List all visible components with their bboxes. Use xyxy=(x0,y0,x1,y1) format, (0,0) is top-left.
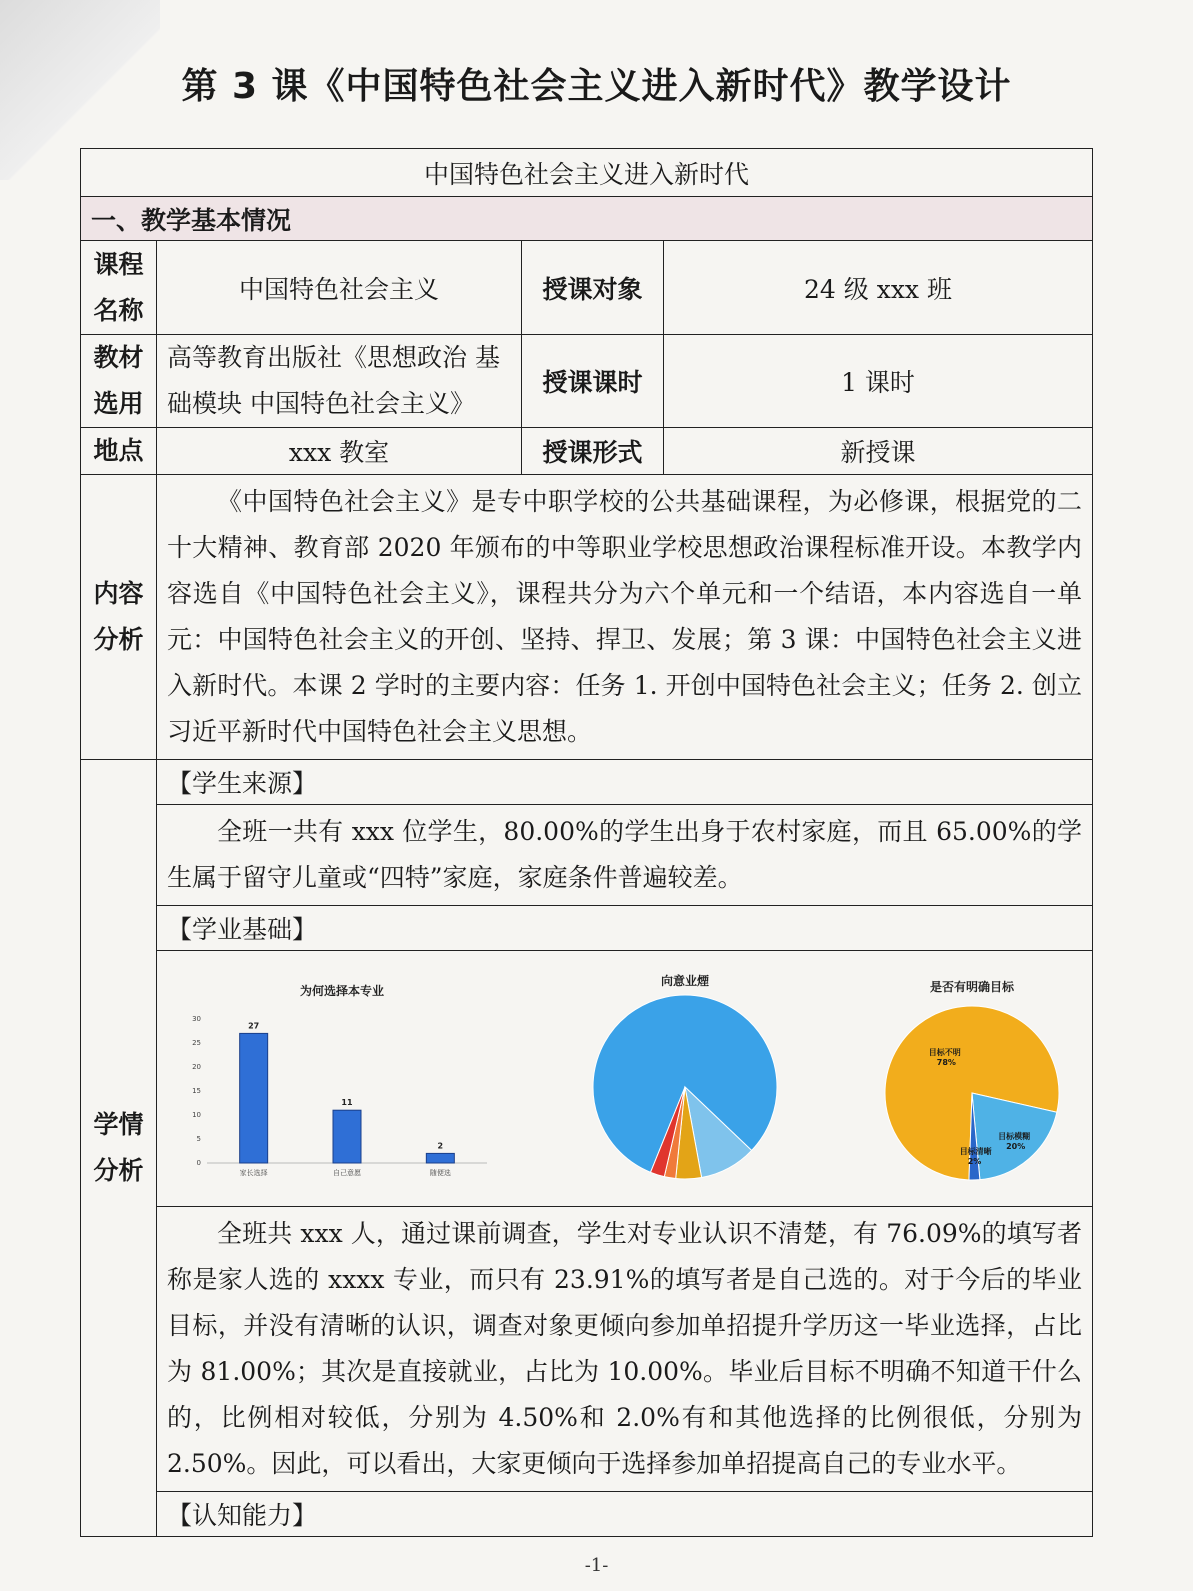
x-tick-label: 随便选 xyxy=(429,1169,451,1177)
y-tick-label: 5 xyxy=(196,1135,201,1143)
slice-label: 目标清晰 xyxy=(959,1146,992,1156)
content-analysis-text: 《中国特色社会主义》是专中职学校的公共基础课程，为必修课，根据党的二十大精神、教育部 2020 年颁布的中等职业学校思想政治课程标准开设。本教学内容选自《中国特色社会主义》，课程共分为六个单元和一个结语，本内容选自一单元：中国特色社会主义的开创、坚持、捍卫、发展；第 3 课：中国特色社会主义进入新时代。本课 2 学时的主要内容：任务 1. 开创中国特色社会主义；任务 2. 创立习近平新时代中国特色社会主义思想。 xyxy=(157,475,1093,760)
bar xyxy=(240,1033,268,1163)
lesson-plan-table xyxy=(80,148,1093,1537)
slice-pct-label: 2% xyxy=(967,1156,982,1166)
y-tick-label: 0 xyxy=(196,1159,201,1167)
hours-label: 授课课时 xyxy=(522,335,664,428)
target-label: 授课对象 xyxy=(522,241,664,335)
student-source-heading: 【学生来源】 xyxy=(157,760,1093,805)
slice-pct-label: 20% xyxy=(1006,1141,1026,1151)
pie-chart-goal xyxy=(872,971,1072,1186)
hours-value: 1 课时 xyxy=(664,335,1093,428)
x-tick-label: 自己意愿 xyxy=(333,1169,361,1177)
bar-value-label: 2 xyxy=(437,1141,444,1151)
place-value: xxx 教室 xyxy=(157,428,522,475)
y-tick-label: 30 xyxy=(192,1015,201,1023)
form-value: 新授课 xyxy=(664,428,1093,475)
survey-charts xyxy=(157,951,1093,1207)
bar-value-label: 11 xyxy=(341,1098,353,1108)
y-tick-label: 10 xyxy=(192,1111,201,1119)
bar-chart-title: 为何选择本专业 xyxy=(299,984,385,998)
bar-chart-why-major xyxy=(177,971,497,1186)
academic-basis-text: 全班共 xxx 人，通过课前调查，学生对专业认识不清楚，有 76.09%的填写者称是家人选的 xxxx 专业，而只有 23.91%的填写者是自己选的。对于今后的毕业目标，并没有清晰的认识，调查对象更倾向参加单招提升学历这一毕业选择，占比为 81.00%；其次是直接就业，占比为 10.00%。毕业后目标不明确不知道干什么的，比例相对较低，分别为 4.50%和 2.0%有和其他选择的比例很低，分别为 2.50%。因此，可以看出，大家更倾向于选择参加单招提高自己的专业水平。 xyxy=(157,1207,1093,1492)
bar xyxy=(426,1153,454,1163)
student-source-text: 全班一共有 xxx 位学生，80.00%的学生出身于农村家庭，而且 65.00%的学生属于留守儿童或“四特”家庭，家庭条件普遍较差。 xyxy=(157,805,1093,906)
bar xyxy=(333,1110,361,1163)
learner-analysis-label: 学情 分析 xyxy=(81,760,157,1537)
target-value: 24 级 xxx 班 xyxy=(664,241,1093,335)
textbook-value: 高等教育出版社《思想政治 基础模块 中国特色社会主义》 xyxy=(157,335,522,428)
y-tick-label: 15 xyxy=(192,1087,201,1095)
pie1-title: 向意业煙 xyxy=(660,974,709,988)
slice-label: 目标不明 xyxy=(928,1048,961,1058)
content-analysis-label: 内容 分析 xyxy=(81,475,157,760)
textbook-label: 教材 选用 xyxy=(81,335,157,428)
form-label: 授课形式 xyxy=(522,428,664,475)
pie-chart-intention xyxy=(585,971,785,1186)
section-basic-info: 一、教学基本情况 xyxy=(81,197,1093,241)
pie2-title: 是否有明确目标 xyxy=(929,980,1015,994)
course-name-value: 中国特色社会主义 xyxy=(157,241,522,335)
y-tick-label: 25 xyxy=(192,1039,201,1047)
slice-pct-label: 78% xyxy=(936,1058,956,1068)
page-title: 第 3 课《中国特色社会主义进入新时代》教学设计 xyxy=(181,66,1012,107)
slice-label: 目标模糊 xyxy=(998,1131,1031,1141)
table-header: 中国特色社会主义进入新时代 xyxy=(81,149,1093,197)
cognitive-ability-heading: 【认知能力】 xyxy=(157,1492,1093,1537)
academic-basis-heading: 【学业基础】 xyxy=(157,906,1093,951)
y-tick-label: 20 xyxy=(192,1063,201,1071)
place-label: 地点 xyxy=(81,428,157,475)
bar-value-label: 27 xyxy=(248,1021,260,1031)
course-name-label: 课程 名称 xyxy=(81,241,157,335)
page-number: -1- xyxy=(584,1555,609,1576)
x-tick-label: 家长选择 xyxy=(239,1169,268,1177)
